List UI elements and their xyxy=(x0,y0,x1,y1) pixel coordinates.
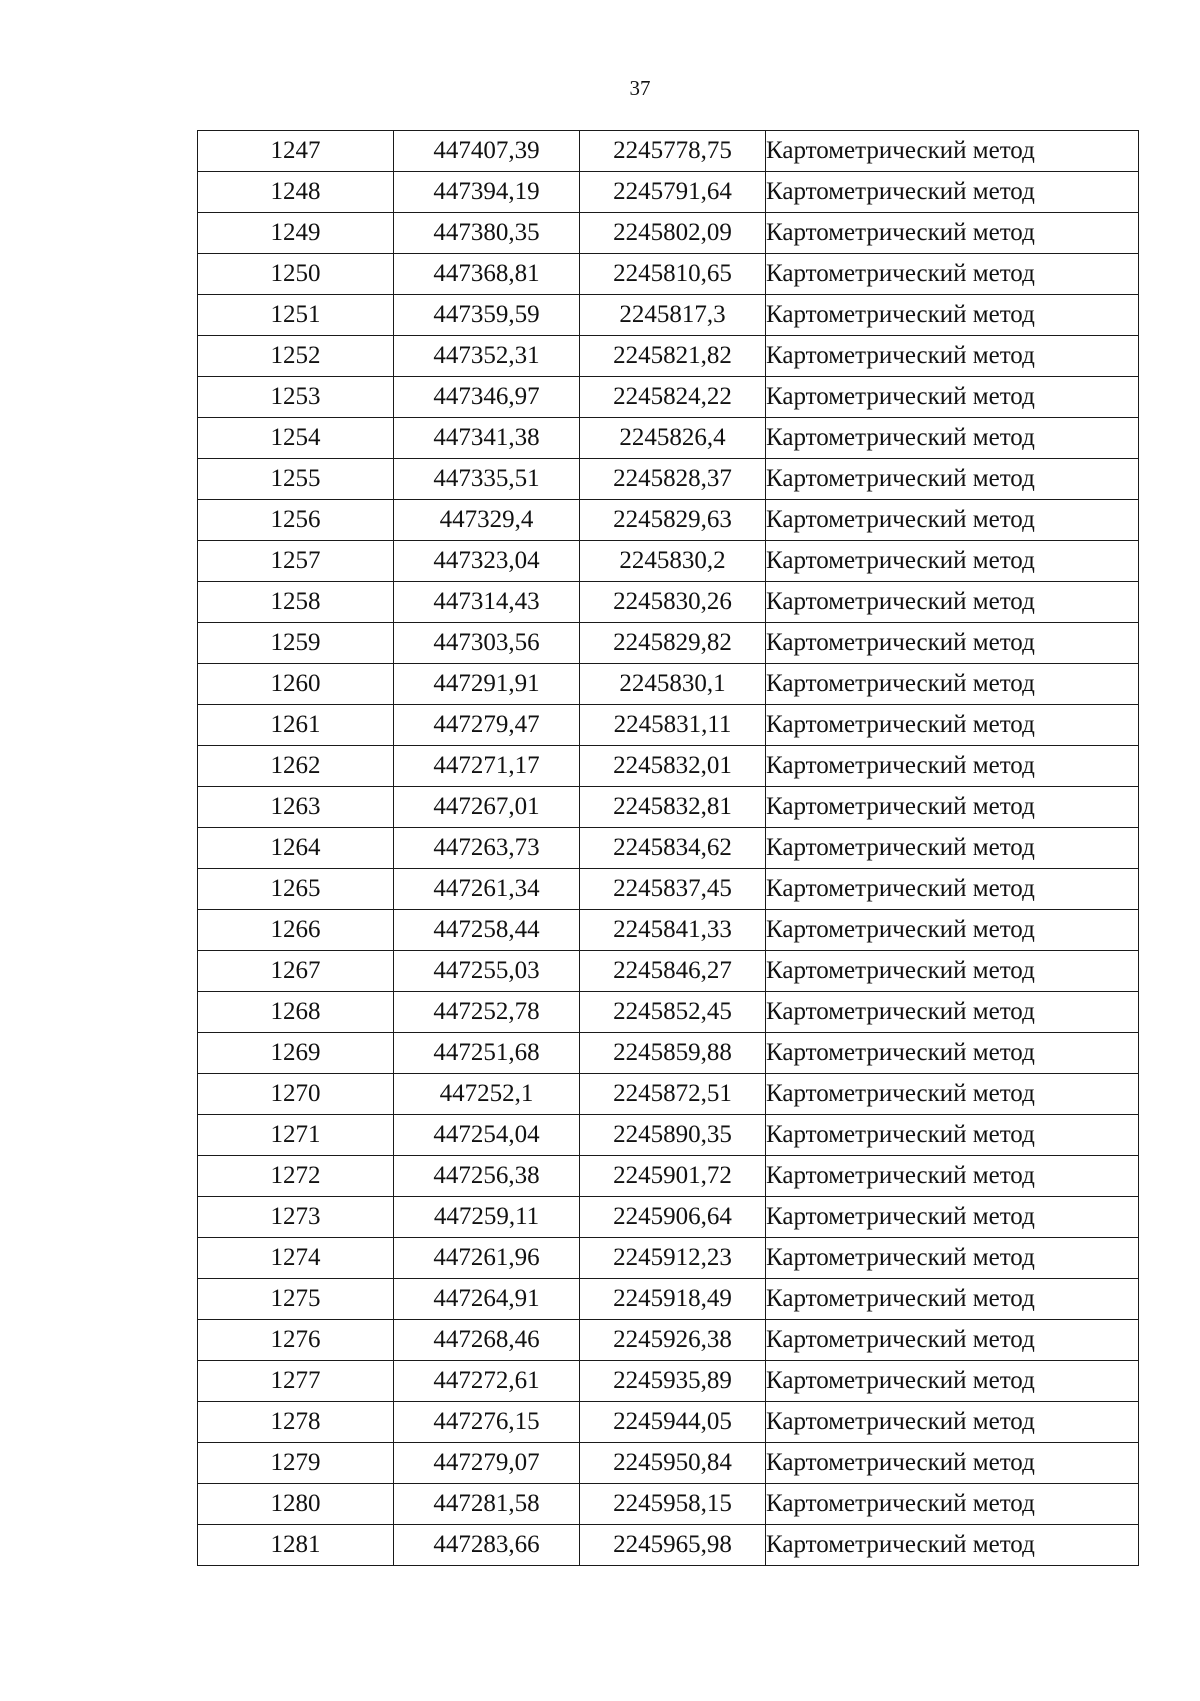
y-coordinate-cell: 2245872,51 xyxy=(580,1074,766,1115)
table-row xyxy=(198,295,1139,336)
method-cell: Картометрический метод xyxy=(766,787,1139,828)
x-coordinate-cell: 447261,96 xyxy=(394,1238,580,1279)
x-coordinate-cell: 447380,35 xyxy=(394,213,580,254)
method-cell: Картометрический метод xyxy=(766,910,1139,951)
point-number-cell: 1270 xyxy=(198,1074,394,1115)
y-coordinate-cell: 2245950,84 xyxy=(580,1443,766,1484)
y-coordinate-cell: 2245821,82 xyxy=(580,336,766,377)
point-number-cell: 1265 xyxy=(198,869,394,910)
x-coordinate-cell: 447261,34 xyxy=(394,869,580,910)
y-coordinate-cell: 2245832,81 xyxy=(580,787,766,828)
method-cell: Картометрический метод xyxy=(766,418,1139,459)
y-coordinate-cell: 2245829,63 xyxy=(580,500,766,541)
method-cell: Картометрический метод xyxy=(766,1402,1139,1443)
y-coordinate-cell: 2245935,89 xyxy=(580,1361,766,1402)
table-row xyxy=(198,1320,1139,1361)
table-row xyxy=(198,1279,1139,1320)
table-row xyxy=(198,1525,1139,1566)
method-cell: Картометрический метод xyxy=(766,746,1139,787)
point-number-cell: 1252 xyxy=(198,336,394,377)
y-coordinate-cell: 2245901,72 xyxy=(580,1156,766,1197)
table-row xyxy=(198,377,1139,418)
x-coordinate-cell: 447291,91 xyxy=(394,664,580,705)
point-number-cell: 1262 xyxy=(198,746,394,787)
table-row xyxy=(198,1074,1139,1115)
y-coordinate-cell: 2245965,98 xyxy=(580,1525,766,1566)
x-coordinate-cell: 447255,03 xyxy=(394,951,580,992)
table-row xyxy=(198,1115,1139,1156)
method-cell: Картометрический метод xyxy=(766,1361,1139,1402)
table-row xyxy=(198,1361,1139,1402)
method-cell: Картометрический метод xyxy=(766,869,1139,910)
table-row xyxy=(198,254,1139,295)
table-row xyxy=(198,1484,1139,1525)
method-cell: Картометрический метод xyxy=(766,1443,1139,1484)
point-number-cell: 1260 xyxy=(198,664,394,705)
point-number-cell: 1278 xyxy=(198,1402,394,1443)
table-row xyxy=(198,1402,1139,1443)
point-number-cell: 1273 xyxy=(198,1197,394,1238)
table-row xyxy=(198,541,1139,582)
table-row xyxy=(198,131,1139,172)
method-cell: Картометрический метод xyxy=(766,459,1139,500)
y-coordinate-cell: 2245859,88 xyxy=(580,1033,766,1074)
point-number-cell: 1259 xyxy=(198,623,394,664)
point-number-cell: 1279 xyxy=(198,1443,394,1484)
table-row xyxy=(198,459,1139,500)
point-number-cell: 1249 xyxy=(198,213,394,254)
point-number-cell: 1255 xyxy=(198,459,394,500)
y-coordinate-cell: 2245830,26 xyxy=(580,582,766,623)
x-coordinate-cell: 447252,1 xyxy=(394,1074,580,1115)
y-coordinate-cell: 2245906,64 xyxy=(580,1197,766,1238)
method-cell: Картометрический метод xyxy=(766,254,1139,295)
point-number-cell: 1258 xyxy=(198,582,394,623)
x-coordinate-cell: 447368,81 xyxy=(394,254,580,295)
x-coordinate-cell: 447258,44 xyxy=(394,910,580,951)
method-cell: Картометрический метод xyxy=(766,1484,1139,1525)
table-row xyxy=(198,172,1139,213)
y-coordinate-cell: 2245778,75 xyxy=(580,131,766,172)
method-cell: Картометрический метод xyxy=(766,1115,1139,1156)
y-coordinate-cell: 2245926,38 xyxy=(580,1320,766,1361)
x-coordinate-cell: 447394,19 xyxy=(394,172,580,213)
table-row xyxy=(198,582,1139,623)
page-number: 37 xyxy=(629,76,651,100)
x-coordinate-cell: 447263,73 xyxy=(394,828,580,869)
point-number-cell: 1280 xyxy=(198,1484,394,1525)
point-number-cell: 1261 xyxy=(198,705,394,746)
method-cell: Картометрический метод xyxy=(766,1320,1139,1361)
table-row xyxy=(198,705,1139,746)
table-row xyxy=(198,623,1139,664)
point-number-cell: 1271 xyxy=(198,1115,394,1156)
x-coordinate-cell: 447352,31 xyxy=(394,336,580,377)
method-cell: Картометрический метод xyxy=(766,623,1139,664)
x-coordinate-cell: 447256,38 xyxy=(394,1156,580,1197)
point-number-cell: 1276 xyxy=(198,1320,394,1361)
y-coordinate-cell: 2245830,1 xyxy=(580,664,766,705)
method-cell: Картометрический метод xyxy=(766,1074,1139,1115)
point-number-cell: 1267 xyxy=(198,951,394,992)
x-coordinate-cell: 447251,68 xyxy=(394,1033,580,1074)
method-cell: Картометрический метод xyxy=(766,1238,1139,1279)
y-coordinate-cell: 2245852,45 xyxy=(580,992,766,1033)
method-cell: Картометрический метод xyxy=(766,1525,1139,1566)
x-coordinate-cell: 447279,47 xyxy=(394,705,580,746)
point-number-cell: 1248 xyxy=(198,172,394,213)
point-number-cell: 1281 xyxy=(198,1525,394,1566)
point-number-cell: 1274 xyxy=(198,1238,394,1279)
x-coordinate-cell: 447407,39 xyxy=(394,131,580,172)
y-coordinate-cell: 2245846,27 xyxy=(580,951,766,992)
point-number-cell: 1269 xyxy=(198,1033,394,1074)
method-cell: Картометрический метод xyxy=(766,500,1139,541)
y-coordinate-cell: 2245837,45 xyxy=(580,869,766,910)
point-number-cell: 1250 xyxy=(198,254,394,295)
x-coordinate-cell: 447254,04 xyxy=(394,1115,580,1156)
table-row xyxy=(198,418,1139,459)
x-coordinate-cell: 447259,11 xyxy=(394,1197,580,1238)
y-coordinate-cell: 2245832,01 xyxy=(580,746,766,787)
table-row xyxy=(198,213,1139,254)
y-coordinate-cell: 2245958,15 xyxy=(580,1484,766,1525)
point-number-cell: 1275 xyxy=(198,1279,394,1320)
method-cell: Картометрический метод xyxy=(766,541,1139,582)
method-cell: Картометрический метод xyxy=(766,582,1139,623)
x-coordinate-cell: 447335,51 xyxy=(394,459,580,500)
point-number-cell: 1272 xyxy=(198,1156,394,1197)
x-coordinate-cell: 447268,46 xyxy=(394,1320,580,1361)
y-coordinate-cell: 2245828,37 xyxy=(580,459,766,500)
x-coordinate-cell: 447281,58 xyxy=(394,1484,580,1525)
x-coordinate-cell: 447314,43 xyxy=(394,582,580,623)
table-row xyxy=(198,1156,1139,1197)
x-coordinate-cell: 447329,4 xyxy=(394,500,580,541)
method-cell: Картометрический метод xyxy=(766,951,1139,992)
x-coordinate-cell: 447303,56 xyxy=(394,623,580,664)
method-cell: Картометрический метод xyxy=(766,213,1139,254)
table-row xyxy=(198,336,1139,377)
x-coordinate-cell: 447267,01 xyxy=(394,787,580,828)
y-coordinate-cell: 2245826,4 xyxy=(580,418,766,459)
y-coordinate-cell: 2245817,3 xyxy=(580,295,766,336)
method-cell: Картометрический метод xyxy=(766,1156,1139,1197)
point-number-cell: 1277 xyxy=(198,1361,394,1402)
point-number-cell: 1264 xyxy=(198,828,394,869)
x-coordinate-cell: 447283,66 xyxy=(394,1525,580,1566)
point-number-cell: 1256 xyxy=(198,500,394,541)
table-row xyxy=(198,746,1139,787)
method-cell: Картометрический метод xyxy=(766,1033,1139,1074)
method-cell: Картометрический метод xyxy=(766,705,1139,746)
method-cell: Картометрический метод xyxy=(766,1279,1139,1320)
point-number-cell: 1247 xyxy=(198,131,394,172)
y-coordinate-cell: 2245944,05 xyxy=(580,1402,766,1443)
method-cell: Картометрический метод xyxy=(766,295,1139,336)
method-cell: Картометрический метод xyxy=(766,131,1139,172)
method-cell: Картометрический метод xyxy=(766,172,1139,213)
method-cell: Картометрический метод xyxy=(766,828,1139,869)
coordinates-table-body xyxy=(198,131,1139,1566)
point-number-cell: 1263 xyxy=(198,787,394,828)
point-number-cell: 1268 xyxy=(198,992,394,1033)
y-coordinate-cell: 2245841,33 xyxy=(580,910,766,951)
point-number-cell: 1257 xyxy=(198,541,394,582)
y-coordinate-cell: 2245834,62 xyxy=(580,828,766,869)
method-cell: Картометрический метод xyxy=(766,377,1139,418)
y-coordinate-cell: 2245791,64 xyxy=(580,172,766,213)
table-row xyxy=(198,869,1139,910)
y-coordinate-cell: 2245802,09 xyxy=(580,213,766,254)
x-coordinate-cell: 447272,61 xyxy=(394,1361,580,1402)
y-coordinate-cell: 2245831,11 xyxy=(580,705,766,746)
x-coordinate-cell: 447323,04 xyxy=(394,541,580,582)
x-coordinate-cell: 447279,07 xyxy=(394,1443,580,1484)
y-coordinate-cell: 2245810,65 xyxy=(580,254,766,295)
x-coordinate-cell: 447276,15 xyxy=(394,1402,580,1443)
table-row xyxy=(198,1238,1139,1279)
table-row xyxy=(198,1443,1139,1484)
table-row xyxy=(198,1033,1139,1074)
point-number-cell: 1266 xyxy=(198,910,394,951)
point-number-cell: 1253 xyxy=(198,377,394,418)
y-coordinate-cell: 2245824,22 xyxy=(580,377,766,418)
table-row xyxy=(198,1197,1139,1238)
table-row xyxy=(198,500,1139,541)
x-coordinate-cell: 447341,38 xyxy=(394,418,580,459)
y-coordinate-cell: 2245890,35 xyxy=(580,1115,766,1156)
point-number-cell: 1251 xyxy=(198,295,394,336)
table-row xyxy=(198,664,1139,705)
x-coordinate-cell: 447264,91 xyxy=(394,1279,580,1320)
y-coordinate-cell: 2245912,23 xyxy=(580,1238,766,1279)
x-coordinate-cell: 447271,17 xyxy=(394,746,580,787)
table-row xyxy=(198,828,1139,869)
x-coordinate-cell: 447359,59 xyxy=(394,295,580,336)
method-cell: Картометрический метод xyxy=(766,664,1139,705)
x-coordinate-cell: 447346,97 xyxy=(394,377,580,418)
method-cell: Картометрический метод xyxy=(766,1197,1139,1238)
table-row xyxy=(198,951,1139,992)
coordinates-table xyxy=(197,130,1139,1566)
point-number-cell: 1254 xyxy=(198,418,394,459)
y-coordinate-cell: 2245918,49 xyxy=(580,1279,766,1320)
y-coordinate-cell: 2245829,82 xyxy=(580,623,766,664)
x-coordinate-cell: 447252,78 xyxy=(394,992,580,1033)
table-row xyxy=(198,910,1139,951)
table-row xyxy=(198,992,1139,1033)
method-cell: Картометрический метод xyxy=(766,992,1139,1033)
y-coordinate-cell: 2245830,2 xyxy=(580,541,766,582)
table-row xyxy=(198,787,1139,828)
method-cell: Картометрический метод xyxy=(766,336,1139,377)
